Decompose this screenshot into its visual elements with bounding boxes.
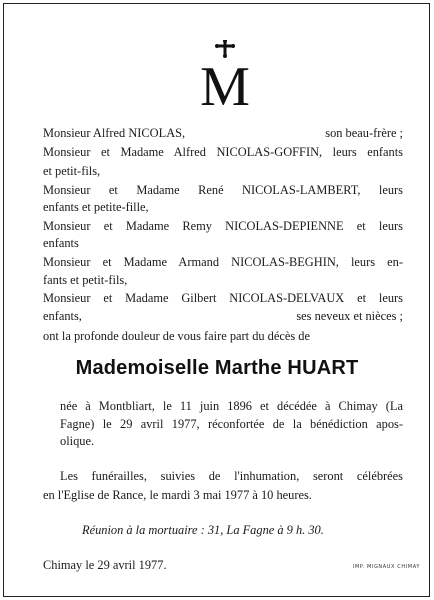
mourner-3-line-2: enfants et petite-fille,: [43, 200, 149, 214]
reunion-notice: Réunion à la mortuaire : 31, La Fagne à 9 h. 30.: [82, 523, 324, 537]
place-date: Chimay le 29 avril 1977.: [43, 558, 167, 572]
mourner-2-line-2: et petit-fils,: [43, 164, 101, 178]
emblem-letter: M: [200, 56, 250, 108]
mourner-6-relation: ses neveux et nièces ;: [296, 309, 403, 323]
mourner-2-line-1: Monsieur et Madame Alfred NICOLAS-GOFFIN, leurs enfants: [43, 145, 403, 159]
bio-line-1: née à Montbliart, le 11 juin 1896 et décédée à Chimay (La: [60, 399, 403, 413]
mourner-4-line-1: Monsieur et Madame Remy NICOLAS-DEPIENNE et leurs: [43, 219, 403, 233]
mourner-6-line-1: Monsieur et Madame Gilbert NICOLAS-DELVAUX et leurs: [43, 291, 403, 305]
funeral-line-1: Les funérailles, suivies de l'inhumation, seront célébrées: [60, 469, 403, 483]
mourner-5-line-2: fants et petit-fils,: [43, 273, 128, 287]
mourner-1: [43, 125, 403, 141]
emblem: [0, 40, 434, 110]
announcement: ont la profonde douleur de vous faire part du décès de: [43, 329, 310, 343]
bio-line-3: olique.: [60, 434, 95, 448]
bio-line-2: Fagne) le 29 avril 1977, réconfortée de la bénédiction apos-: [60, 417, 403, 431]
printer-mark: IMP. MIGNAUX CHIMAY: [352, 564, 420, 570]
mourner-5-line-1: Monsieur et Madame Armand NICOLAS-BEGHIN, leurs en-: [43, 255, 403, 269]
mourner-3-line-1: Monsieur et Madame René NICOLAS-LAMBERT, leurs: [43, 183, 403, 197]
cross-icon: [200, 40, 250, 108]
mourner-1-name: Monsieur Alfred NICOLAS,: [43, 126, 186, 140]
mourner-4-line-2: enfants: [43, 236, 79, 250]
mourner-6-line-2: [43, 308, 403, 324]
deceased-name: Mademoiselle Marthe HUART: [75, 357, 359, 379]
mourner-1-relation: son beau-frère ;: [325, 126, 403, 140]
funeral-line-2: en l'Eglise de Rance, le mardi 3 mai 1977 à 10 heures.: [43, 488, 312, 502]
mourner-6-children: enfants,: [43, 309, 82, 323]
